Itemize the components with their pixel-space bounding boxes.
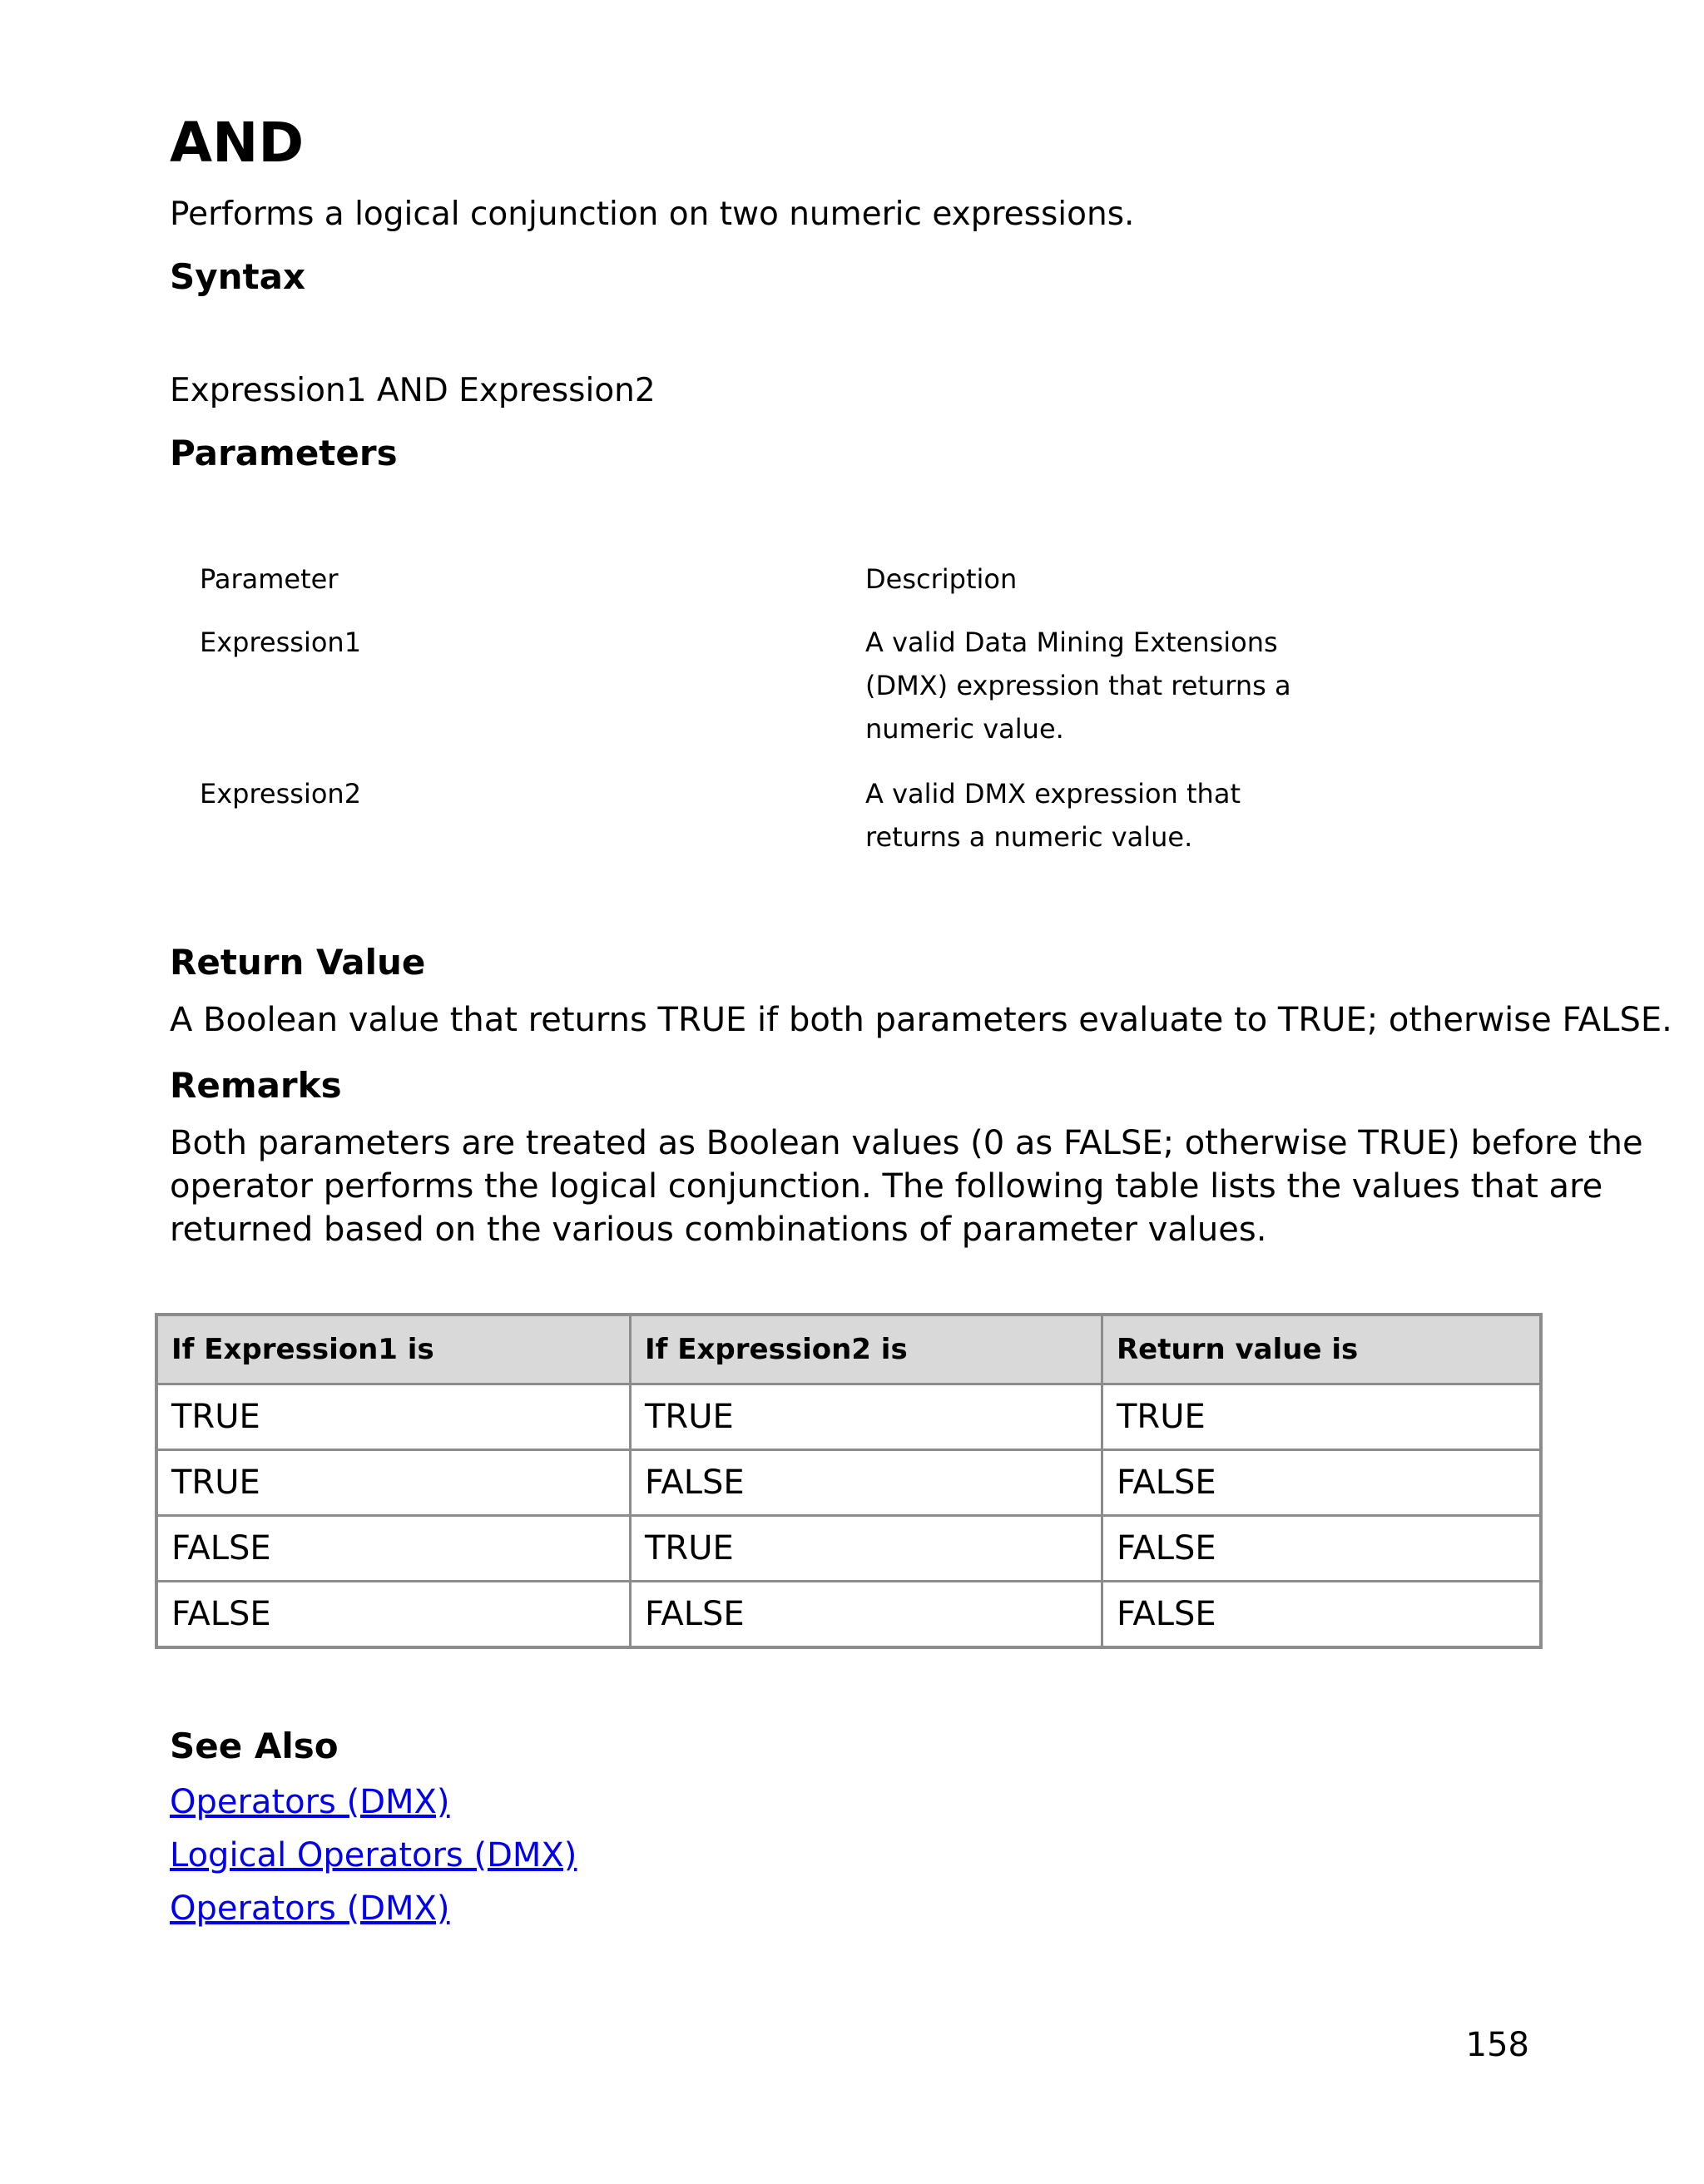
table-cell: TRUE (629, 1517, 1101, 1580)
remarks-text (170, 1122, 1643, 1251)
link-operators-dmx[interactable]: Operators (DMX) (170, 1783, 450, 1821)
syntax-heading: Syntax (170, 256, 306, 297)
link-logical-operators-dmx[interactable]: Logical Operators (DMX) (170, 1836, 577, 1874)
parameters-heading: Parameters (170, 433, 398, 473)
table-cell: FALSE (629, 1451, 1101, 1514)
description-line: A valid Data Mining Extensions (865, 626, 1278, 658)
table-row (158, 1449, 1539, 1514)
table-header-cell: Return value is (1101, 1316, 1539, 1383)
return-value-heading: Return Value (170, 942, 426, 983)
table-cell: TRUE (171, 1398, 260, 1436)
page-summary: Performs a logical conjunction on two numeric expressions. (170, 196, 1135, 233)
table-cell: FALSE (1101, 1517, 1539, 1580)
table-cell: FALSE (171, 1529, 271, 1567)
table-cell: FALSE (171, 1595, 271, 1633)
parameters-column-header: Description (865, 563, 1018, 595)
table-header-row (158, 1316, 1539, 1383)
see-also-heading: See Also (170, 1726, 339, 1766)
table-row (158, 1580, 1539, 1646)
parameters-column-header: Parameter (200, 563, 339, 595)
remarks-line: Both parameters are treated as Boolean values (0 as FALSE; otherwise TRUE) before the (170, 1124, 1643, 1162)
remarks-line: operator performs the logical conjunction. The following table lists the values that are (170, 1167, 1603, 1206)
parameter-name: Expression2 (200, 778, 362, 810)
remarks-heading: Remarks (170, 1065, 342, 1106)
parameter-description (865, 772, 1331, 859)
table-row (158, 1383, 1539, 1449)
table-header-cell: If Expression1 is (171, 1333, 434, 1366)
description-line: A valid DMX expression that (865, 778, 1241, 810)
table-header-cell: If Expression2 is (629, 1316, 1101, 1383)
truth-table (155, 1313, 1543, 1649)
table-cell: FALSE (1101, 1451, 1539, 1514)
return-value-text: A Boolean value that returns TRUE if both parameters evaluate to TRUE; otherwise FALSE. (170, 1001, 1672, 1039)
page-title: AND (170, 111, 305, 175)
link-operators-dmx-2[interactable]: Operators (DMX) (170, 1889, 450, 1928)
table-cell: TRUE (1101, 1385, 1539, 1449)
parameter-description (865, 621, 1331, 750)
description-line: (DMX) expression that returns a (865, 670, 1291, 701)
table-row (158, 1514, 1539, 1580)
table-cell: TRUE (629, 1385, 1101, 1449)
parameter-name: Expression1 (200, 626, 362, 658)
table-cell: FALSE (629, 1582, 1101, 1646)
table-cell: FALSE (1101, 1582, 1539, 1646)
remarks-line: returned based on the various combinations of parameter values. (170, 1211, 1267, 1249)
syntax-code: Expression1 AND Expression2 (170, 372, 656, 409)
description-line: numeric value. (865, 713, 1064, 745)
table-cell: TRUE (171, 1463, 260, 1502)
description-line: returns a numeric value. (865, 821, 1193, 853)
page-number: 158 (1465, 2026, 1529, 2064)
